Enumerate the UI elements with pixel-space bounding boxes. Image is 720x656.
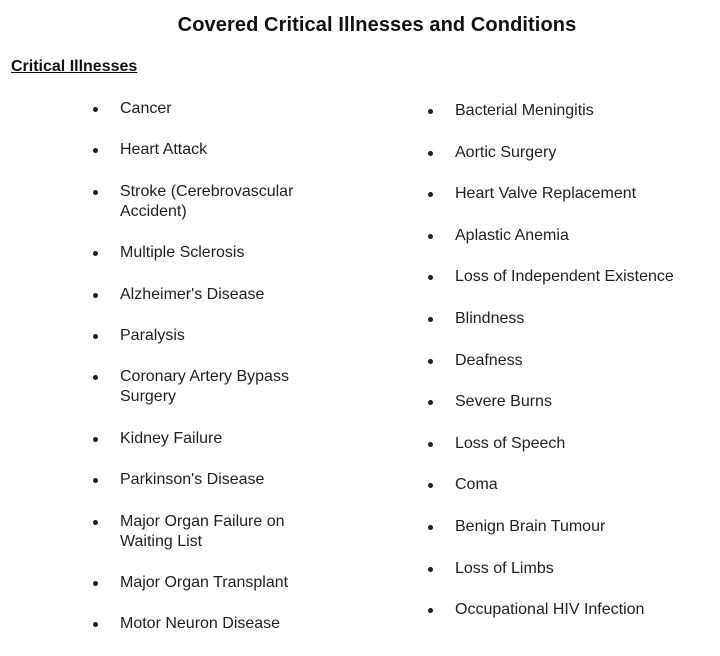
illness-list-right: [426, 101, 706, 642]
bullet-icon: [428, 359, 433, 364]
bullet-icon: [428, 192, 433, 197]
list-item-label: Paralysis: [120, 326, 185, 344]
bullet-icon: [428, 275, 433, 280]
list-item-label: Alzheimer's Disease: [120, 285, 265, 303]
bullet-icon: [93, 622, 98, 627]
bullet-icon: [93, 581, 98, 586]
list-item: [91, 470, 341, 490]
list-item-label: Motor Neuron Disease: [120, 615, 281, 633]
list-item: [426, 475, 706, 495]
list-item-label: Heart Attack: [120, 141, 208, 159]
list-item-label: Benign Brain Tumour: [455, 517, 606, 535]
bullet-icon: [428, 109, 433, 114]
list-item: [426, 143, 706, 163]
bullet-icon: [428, 525, 433, 530]
list-item: [91, 140, 341, 160]
list-item: [426, 226, 706, 246]
list-item: [91, 326, 341, 346]
list-item: [91, 182, 341, 222]
list-item: [426, 392, 706, 412]
bullet-icon: [93, 107, 98, 112]
list-item: [91, 614, 341, 634]
list-item: [91, 99, 341, 119]
list-item-label: Deafness: [455, 351, 523, 369]
document-title: Covered Critical Illnesses and Conditions: [177, 14, 577, 36]
list-item-label: Major Organ Transplant: [120, 573, 289, 591]
list-item: [91, 573, 341, 593]
list-item-label: Aortic Surgery: [455, 143, 557, 161]
list-item: [426, 351, 706, 371]
bullet-icon: [428, 442, 433, 447]
list-item: [426, 184, 706, 204]
list-item-label: Multiple Sclerosis: [120, 244, 245, 262]
list-item-label: Coronary Artery Bypass Surgery: [120, 368, 289, 406]
bullet-icon: [428, 483, 433, 488]
list-item-label: Loss of Speech: [455, 434, 566, 452]
list-item-label: Parkinson's Disease: [120, 471, 265, 489]
bullet-icon: [93, 375, 98, 380]
bullet-icon: [428, 151, 433, 156]
list-item: [426, 600, 706, 620]
list-item-label: Kidney Failure: [120, 429, 223, 447]
list-item-label: Heart Valve Replacement: [455, 185, 637, 203]
list-item: [426, 267, 706, 287]
list-item: [91, 367, 341, 407]
list-item-label: Bacterial Meningitis: [455, 102, 594, 119]
list-item-label: Loss of Independent Existence: [455, 268, 674, 286]
bullet-icon: [93, 190, 98, 195]
bullet-icon: [93, 251, 98, 256]
list-item: [426, 309, 706, 329]
bullet-icon: [428, 317, 433, 322]
bullet-icon: [93, 293, 98, 298]
list-item-label: Occupational HIV Infection: [455, 601, 645, 619]
list-item-label: Blindness: [455, 309, 525, 327]
bullet-icon: [428, 567, 433, 572]
bullet-icon: [428, 400, 433, 405]
bullet-icon: [428, 608, 433, 613]
bullet-icon: [93, 478, 98, 483]
illness-list-left: [91, 99, 341, 656]
list-item: [91, 243, 341, 263]
list-item: [91, 285, 341, 305]
list-item: [426, 517, 706, 537]
list-item-label: Stroke (Cerebrovascular Accident): [120, 182, 294, 220]
section-heading-critical-illnesses: Critical Illnesses: [11, 58, 138, 75]
list-item-label: Aplastic Anemia: [455, 226, 569, 244]
bullet-icon: [93, 148, 98, 153]
list-item-label: Major Organ Failure on Waiting List: [120, 512, 285, 550]
list-item: [91, 512, 341, 552]
list-item-label: Cancer: [120, 100, 172, 117]
bullet-icon: [93, 334, 98, 339]
list-item: [426, 101, 706, 121]
list-item: [426, 434, 706, 454]
list-item: [91, 429, 341, 449]
list-item-label: Coma: [455, 476, 498, 494]
bullet-icon: [428, 234, 433, 239]
list-item-label: Loss of Limbs: [455, 559, 554, 577]
list-item-label: Severe Burns: [455, 393, 552, 411]
bullet-icon: [93, 520, 98, 525]
bullet-icon: [93, 437, 98, 442]
list-item: [426, 559, 706, 579]
